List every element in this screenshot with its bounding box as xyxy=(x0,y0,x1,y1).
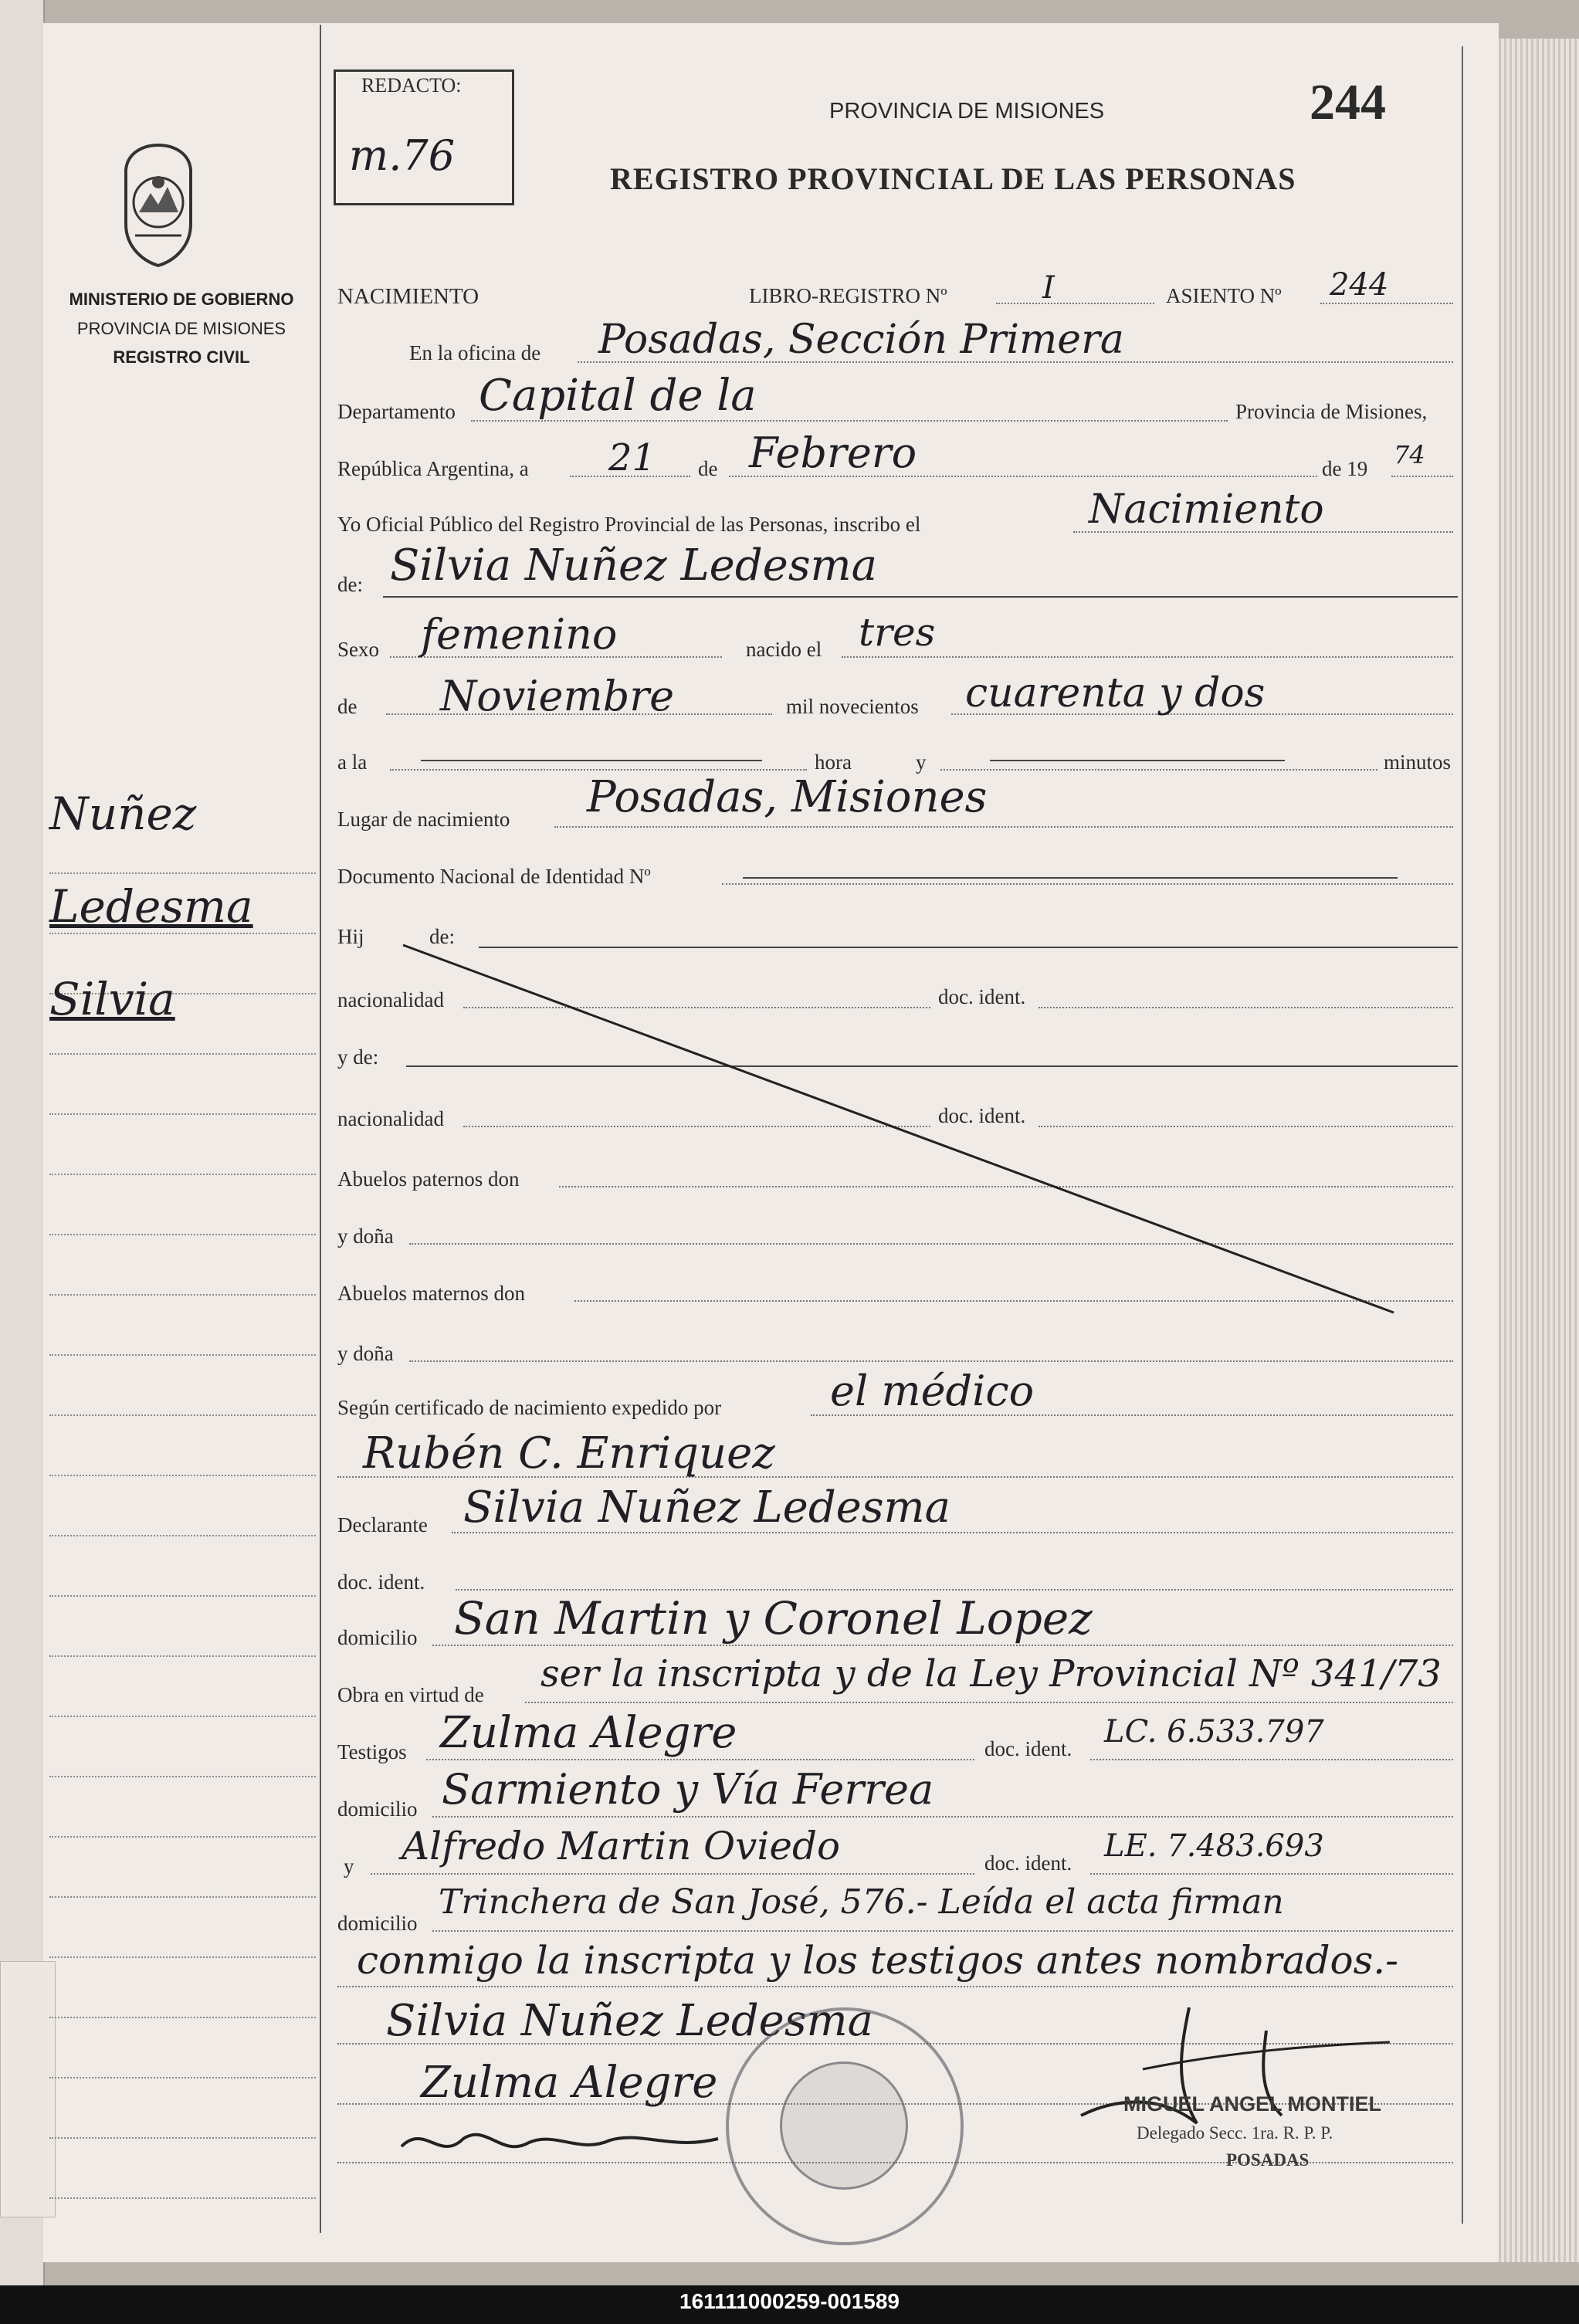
value-mes: Febrero xyxy=(749,429,917,477)
margin-surname-2: Ledesma xyxy=(49,880,253,933)
label-doc-ident-testigo1: doc. ident. xyxy=(984,1737,1072,1760)
label-y-dona-2: y doña xyxy=(337,1342,394,1365)
value-asiento: 244 xyxy=(1330,267,1389,303)
label-sexo: Sexo xyxy=(337,638,379,661)
province-heading: PROVINCIA DE MISIONES xyxy=(829,99,1105,124)
label-testigos: Testigos xyxy=(337,1740,407,1763)
label-segun: Según certificado de nacimiento expedido por xyxy=(337,1396,722,1419)
value-declarante: Silvia Nuñez Ledesma xyxy=(463,1482,951,1533)
label-yo-oficial: Yo Oficial Público del Registro Provincial de las Personas, inscribo el xyxy=(337,513,921,536)
value-testigo1-doc: LC. 6.533.797 xyxy=(1104,1714,1324,1750)
label-de-nombre: de: xyxy=(337,573,363,596)
label-y-testigo2: y xyxy=(344,1855,354,1878)
label-mil-novecientos: mil novecientos xyxy=(786,695,919,718)
label-nacionalidad-2: nacionalidad xyxy=(337,1107,444,1130)
ministry-line-3: REGISTRO CIVIL xyxy=(113,347,250,367)
value-testigo1-domicilio: Sarmiento y Vía Ferrea xyxy=(442,1765,934,1814)
value-sexo: femenino xyxy=(421,610,618,659)
seal-center-crest xyxy=(780,2061,908,2190)
ministry-line-1: MINISTERIO DE GOBIERNO xyxy=(69,290,294,309)
footer-id: 161111000259-001589 xyxy=(679,2289,900,2313)
label-abuelos-maternos: Abuelos maternos don xyxy=(337,1282,525,1305)
label-doc-ident-declarante: doc. ident. xyxy=(337,1570,425,1594)
label-domicilio-testigo1: domicilio xyxy=(337,1797,418,1821)
label-hora: hora xyxy=(815,750,852,774)
label-lugar: Lugar de nacimiento xyxy=(337,808,510,831)
label-doc-ident-1: doc. ident. xyxy=(938,985,1026,1008)
value-testigo2-doc: LE. 7.483.693 xyxy=(1104,1828,1324,1864)
label-oficina: En la oficina de xyxy=(409,341,541,364)
redacto-value: m.76 xyxy=(349,131,456,180)
official-city: POSADAS xyxy=(1226,2150,1310,2170)
margin-given-name: Silvia xyxy=(49,973,175,1025)
value-domicilio-declarante: San Martin y Coronel Lopez xyxy=(454,1592,1093,1645)
label-de: de xyxy=(698,457,718,480)
label-asiento: ASIENTO Nº xyxy=(1166,284,1282,307)
value-oficina: Posadas, Sección Primera xyxy=(598,317,1124,363)
label-minutos: minutos xyxy=(1384,750,1452,774)
margin-surname-1: Nuñez xyxy=(49,788,197,840)
value-nombre: Silvia Nuñez Ledesma xyxy=(390,540,878,591)
value-anio: 74 xyxy=(1394,440,1425,469)
label-hij: Hij xyxy=(337,925,364,948)
registry-title: REGISTRO PROVINCIAL DE LAS PERSONAS xyxy=(610,161,1296,196)
value-acto: Nacimiento xyxy=(1089,486,1324,533)
label-doc-ident-2: doc. ident. xyxy=(938,1104,1026,1127)
label-nacionalidad-1: nacionalidad xyxy=(337,988,444,1011)
label-de-padre: de: xyxy=(429,925,455,948)
label-de-19: de 19 xyxy=(1322,457,1368,480)
label-abuelos-paternos: Abuelos paternos don xyxy=(337,1167,520,1191)
value-testigo1: Zulma Alegre xyxy=(440,1708,737,1758)
label-de-mes-nac: de xyxy=(337,695,357,718)
label-domicilio-testigo2: domicilio xyxy=(337,1912,418,1935)
value-dia: 21 xyxy=(608,436,656,479)
value-mes-nac: Noviembre xyxy=(440,672,675,720)
value-obra: ser la inscripta y de la Ley Provincial Nº 341/73 xyxy=(540,1652,1442,1696)
label-declarante: Declarante xyxy=(337,1513,428,1536)
label-nacido-el: nacido el xyxy=(746,638,822,661)
label-departamento: Departamento xyxy=(337,400,456,423)
label-provincia-misiones: Provincia de Misiones, xyxy=(1235,400,1428,423)
redacto-label: REDACTO: xyxy=(361,74,462,97)
label-republica: República Argentina, a xyxy=(337,457,529,480)
value-departamento: Capital de la xyxy=(479,371,757,421)
label-libro: LIBRO-REGISTRO Nº xyxy=(749,284,947,307)
signature-testigo2 xyxy=(394,2116,749,2170)
value-medico: Rubén C. Enriquez xyxy=(363,1428,775,1479)
signature-inscripta: Silvia Nuñez Ledesma xyxy=(386,1996,874,2046)
label-domicilio-declarante: domicilio xyxy=(337,1626,418,1649)
ministry-line-2: PROVINCIA DE MISIONES xyxy=(76,319,286,338)
official-role: Delegado Secc. 1ra. R. P. P. xyxy=(1137,2123,1333,2143)
value-cierre: conmigo la inscripta y los testigos antes nombrados.- xyxy=(357,1938,1399,1983)
value-anio-nac: cuarenta y dos xyxy=(965,670,1266,717)
value-testigo2-domicilio: Trinchera de San José, 576.- Leída el acta firman xyxy=(439,1882,1284,1922)
value-libro: I xyxy=(1042,270,1055,306)
label-y-dona-1: y doña xyxy=(337,1225,394,1248)
label-documento: Documento Nacional de Identidad Nº xyxy=(337,865,651,888)
label-nacimiento: NACIMIENTO xyxy=(337,284,479,309)
official-name: MIGUEL ANGEL MONTIEL xyxy=(1123,2092,1382,2116)
label-obra: Obra en virtud de xyxy=(337,1683,484,1706)
value-lugar: Posadas, Misiones xyxy=(587,772,988,822)
value-testigo2: Alfredo Martin Oviedo xyxy=(402,1824,841,1868)
label-y-minutos: y xyxy=(916,750,927,774)
label-y-de: y de: xyxy=(337,1045,379,1069)
label-doc-ident-testigo2: doc. ident. xyxy=(984,1851,1072,1875)
value-certificado-por: el médico xyxy=(830,1367,1035,1415)
label-a-la: a la xyxy=(337,750,368,774)
value-dia-nac: tres xyxy=(859,610,936,655)
signature-testigo1: Zulma Alegre xyxy=(421,2058,718,2108)
page-number: 244 xyxy=(1310,74,1386,130)
